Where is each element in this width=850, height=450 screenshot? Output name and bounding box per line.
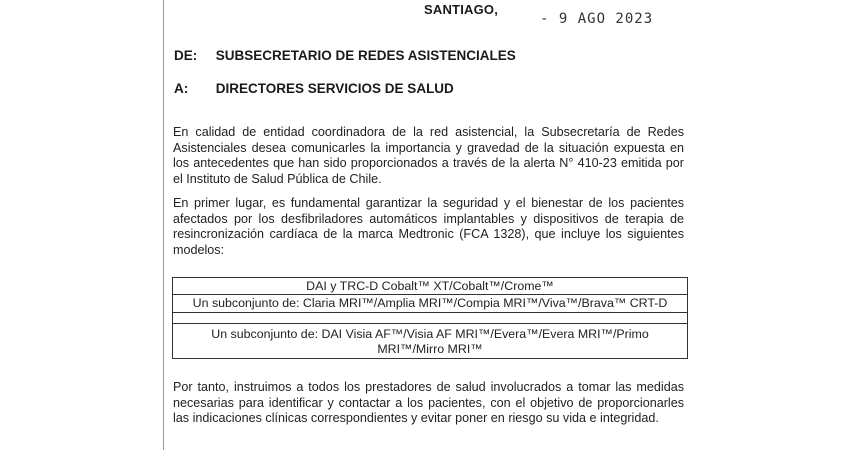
model-cell-3: Un subconjunto de: DAI Visia AF™/Visia AF MRI™/Evera™/Evera MRI™/Primo MRI™/Mirro MRI™ bbox=[173, 324, 688, 359]
from-field bbox=[174, 48, 516, 63]
header-city: SANTIAGO, bbox=[424, 2, 499, 17]
paragraph-devices: En primer lugar, es fundamental garantizar la seguridad y el bienestar de los pacientes afectados por los desfibriladores automáticos implantables y dispositivos de terapia de resincronización cardíaca de la marca Medtronic (FCA 1328), que incluye los siguientes modelos: bbox=[173, 196, 684, 257]
table-gap-cell bbox=[173, 313, 688, 324]
from-label: DE: bbox=[174, 48, 198, 63]
table-row bbox=[173, 295, 688, 313]
to-value: DIRECTORES SERVICIOS DE SALUD bbox=[215, 81, 454, 96]
table-row bbox=[173, 324, 688, 359]
model-cell-2: Un subconjunto de: Claria MRI™/Amplia MRI™/Compia MRI™/Viva™/Brava™ CRT-D bbox=[173, 295, 688, 313]
models-table bbox=[172, 277, 688, 359]
left-margin-line bbox=[163, 0, 164, 450]
to-field bbox=[174, 81, 454, 96]
from-value: SUBSECRETARIO DE REDES ASISTENCIALES bbox=[215, 48, 516, 63]
to-label: A: bbox=[174, 81, 189, 96]
table-gap-row bbox=[173, 313, 688, 324]
table-row bbox=[173, 278, 688, 295]
paragraph-intro: En calidad de entidad coordinadora de la red asistencial, la Subsecretaría de Redes Asistenciales desea comunicarles la importancia y gravedad de la situación expuesta en los antecedentes que han sido proporcionados a través de la alerta N° 410-23 emitida por el Instituto de Salud Pública de Chile. bbox=[173, 125, 684, 186]
paragraph-instruction: Por tanto, instruimos a todos los prestadores de salud involucrados a tomar las medidas necesarias para identificar y contactar a los pacientes, con el objetivo de proporcionarles las indicaciones clínicas correspondientes y evitar poner en riesgo su vida e integridad. bbox=[173, 380, 684, 426]
date-stamp: - 9 AGO 2023 bbox=[540, 11, 654, 27]
model-cell-1: DAI y TRC-D Cobalt™ XT/Cobalt™/Crome™ bbox=[173, 278, 688, 295]
